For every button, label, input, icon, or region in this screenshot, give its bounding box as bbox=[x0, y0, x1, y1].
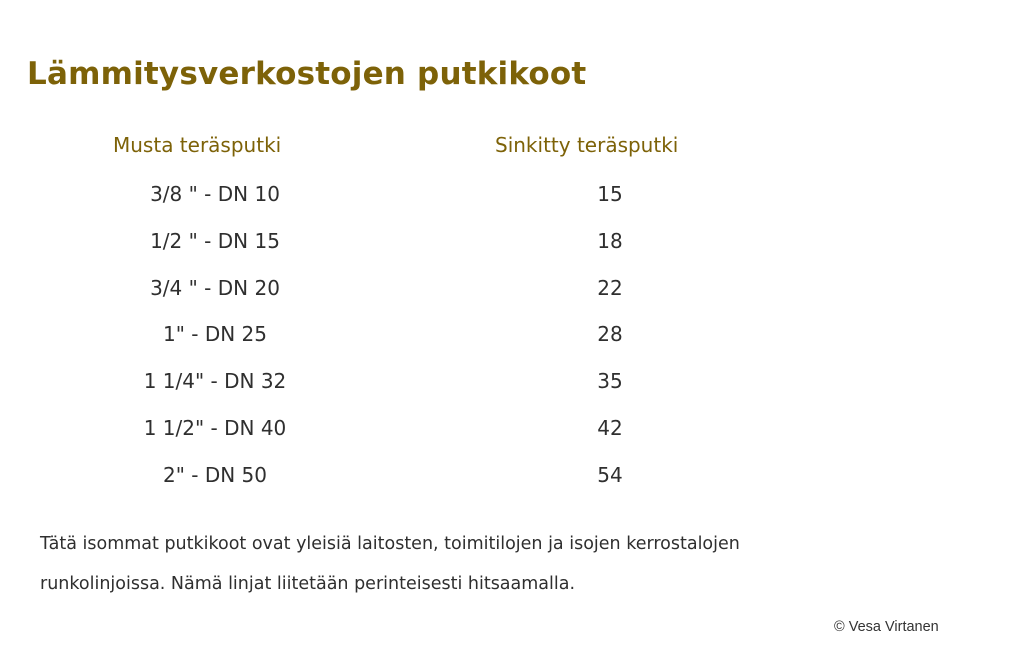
table-row bbox=[0, 404, 1024, 451]
galvanized-steel-size: 18 bbox=[597, 228, 623, 253]
table-row bbox=[0, 451, 1024, 498]
galvanized-steel-size: 54 bbox=[597, 462, 623, 487]
black-steel-size: 1 1/4" - DN 32 bbox=[143, 369, 287, 394]
galvanized-steel-size: 42 bbox=[597, 415, 623, 440]
table-row bbox=[0, 357, 1024, 404]
black-steel-size: 1/2 " - DN 15 bbox=[150, 228, 280, 253]
galvanized-steel-size: 35 bbox=[597, 369, 623, 394]
black-steel-size: 3/4 " - DN 20 bbox=[150, 275, 280, 300]
table-row bbox=[0, 170, 1024, 217]
black-steel-size: 3/8 " - DN 10 bbox=[150, 182, 280, 206]
column-header-black-steel: Musta teräsputki bbox=[113, 133, 282, 157]
table-row bbox=[0, 217, 1024, 264]
black-steel-size: 1" - DN 25 bbox=[162, 322, 268, 347]
page-title: Lämmitysverkostojen putkikoot bbox=[27, 56, 587, 92]
black-steel-size: 2" - DN 50 bbox=[162, 462, 268, 487]
pipe-size-table bbox=[0, 170, 1024, 498]
table-row bbox=[0, 310, 1024, 357]
description-line-1: Tätä isommat putkikoot ovat yleisiä laitosten, toimitilojen ja isojen kerrostalojen bbox=[40, 534, 740, 554]
galvanized-steel-size: 22 bbox=[597, 275, 623, 300]
galvanized-steel-size: 28 bbox=[597, 322, 623, 347]
table-row bbox=[0, 264, 1024, 311]
copyright-notice: © Vesa Virtanen bbox=[834, 619, 939, 635]
galvanized-steel-size: 15 bbox=[597, 182, 623, 206]
black-steel-size: 1 1/2" - DN 40 bbox=[143, 415, 287, 440]
description-line-2: runkolinjoissa. Nämä linjat liitetään perinteisesti hitsaamalla. bbox=[40, 574, 576, 594]
column-header-galvanized-steel: Sinkitty teräsputki bbox=[495, 133, 679, 157]
